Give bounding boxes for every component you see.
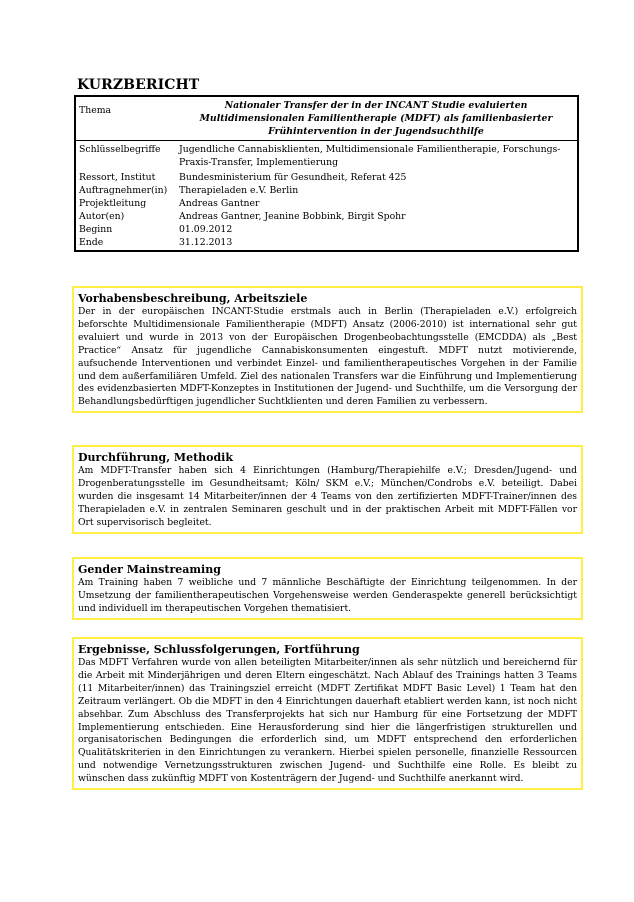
section-title: Gender Mainstreaming <box>78 563 221 576</box>
info-label: Ressort, Institut <box>79 172 156 183</box>
info-label: Schlüsselbegriffe <box>79 144 161 155</box>
section-durchfuehrung <box>72 445 583 534</box>
info-value: Andreas Gantner <box>179 198 260 209</box>
info-value: Andreas Gantner, Jeanine Bobbink, Birgit Spohr <box>179 211 406 222</box>
section-gender-mainstreaming <box>72 557 583 620</box>
section-vorhabensbeschreibung <box>72 286 583 413</box>
info-value: Jugendliche Cannabisklienten, Multidimensionale Familientherapie, Forschungs-Praxis-Transfer, Implementierung <box>179 144 561 168</box>
info-label: Thema <box>79 105 112 116</box>
info-row-schluesselbegriffe <box>76 141 577 171</box>
info-row-autoren <box>76 210 577 223</box>
section-body: Das MDFT Verfahren wurde von allen beteiligten Mitarbeiter/innen als sehr nützlich und bereichernd für die Arbeit mit Minderjährigen und deren Eltern eingeschätzt. Nach Ablauf des Trainings hatten 3 Teams (11 Mitarbeiter/innen) das Trainingsziel erreicht (MDFT Zertifikat MDFT Basic Level) 1 Team hat den Zeitraum verlängert. Ob die MDFT in den 4 Einrichtungen dauerhaft etabliert werden kann, ist noch nicht absehbar. Zum Abschluss des Transferprojekts hat sich nur Hamburg für eine Fortsetzung der MDFT Implementierung entschieden. Eine Herausforderung sind hier die längerfristigen strukturellen und organisatorischen Bedingungen die erforderlich sind, um MDFT entsprechend den erforderlichen Qualitätskriterien in den Einrichtungen zu verankern. Hierbei spielen personelle, finanzielle Ressourcen und notwendige Vernetzungsstrukturen zwischen Jugend- und Suchthilfe eine Rolle. Es bleibt zu wünschen dass zukünftig MDFT von Kostenträgern der Jugend- und Suchthilfe anerkannt wird. <box>78 657 577 785</box>
info-label: Autor(en) <box>79 211 125 222</box>
info-label: Projektleitung <box>79 198 147 209</box>
info-value: Nationaler Transfer der in der INCANT Studie evaluierten Multidimensionalen Familientherapie (MDFT) als familienbasierter Frühintervention in der Jugendsuchthilfe <box>199 100 553 137</box>
section-body: Der in der europäischen INCANT-Studie erstmals auch in Berlin (Therapieladen e.V.) erfolgreich beforschte Multidimensionale Familientherapie (MDFT) Ansatz (2006-2010) ist international sehr gut evaluiert und wurde in 2013 von der Europäischen Drogenbeobachtungsstelle (EMCDDA) als „Best Practice“ Ansatz für jugendliche Cannabiskonsumenten eingestuft. MDFT nutzt motivierende, aufsuchende Interventionen und verbindet Einzel- und familientherapeutisches Vorgehen in der Familie und dem außerfamiliären Umfeld. Ziel des nationalen Transfers war die Einführung und Implementierung des evidenzbasierten MDFT-Konzeptes in Institutionen der Jugend- und Suchthilfe, um die Versorgung der Behandlungsbedürftigen jugendlicher Suchtklienten und deren Familien zu verbessern. <box>78 306 577 408</box>
section-title: Durchführung, Methodik <box>78 451 233 464</box>
section-body: Am Training haben 7 weibliche und 7 männliche Beschäftigte der Einrichtung teilgenommen. In der Umsetzung der familientherapeutischen Vorgehensweise werden Genderaspekte generell berücksichtigt und individuell im therapeutischen Vorgehen thematisiert. <box>78 577 577 614</box>
info-label: Beginn <box>79 224 113 235</box>
info-row-ressort <box>76 171 577 184</box>
section-body: Am MDFT-Transfer haben sich 4 Einrichtungen (Hamburg/Therapiehilfe e.V.; Dresden/Jugend- und Drogenberatungsstelle im Gesundheitsamt; Köln/ SKM e.V.; München/Condrobs e.V. beteiligt. Dabei wurden die insgesamt 14 Mitarbeiter/innen der 4 Teams von den zertifizierten MDFT-Trainer/innen des Therapieladen e.V. in zentralen Seminaren geschult und in der praktischen Arbeit mit MDFT-Fällen vor Ort supervisorisch begleitet. <box>78 465 577 528</box>
info-row-projektleitung <box>76 197 577 210</box>
page-title: KURZBERICHT <box>77 77 200 93</box>
section-ergebnisse <box>72 637 583 790</box>
section-title: Vorhabensbeschreibung, Arbeitsziele <box>78 292 308 305</box>
info-value: 31.12.2013 <box>179 237 233 248</box>
info-label: Auftragnehmer(in) <box>79 185 168 196</box>
info-row-beginn <box>76 223 577 236</box>
info-row-ende <box>76 236 577 250</box>
info-label: Ende <box>79 237 104 248</box>
info-value: Bundesministerium für Gesundheit, Referat 425 <box>179 172 407 183</box>
info-table <box>74 95 579 252</box>
info-value: Therapieladen e.V. Berlin <box>179 185 299 196</box>
info-value: 01.09.2012 <box>179 224 233 235</box>
info-row-auftragnehmer <box>76 184 577 197</box>
info-row-thema <box>76 97 577 141</box>
section-title: Ergebnisse, Schlussfolgerungen, Fortführung <box>78 643 360 656</box>
